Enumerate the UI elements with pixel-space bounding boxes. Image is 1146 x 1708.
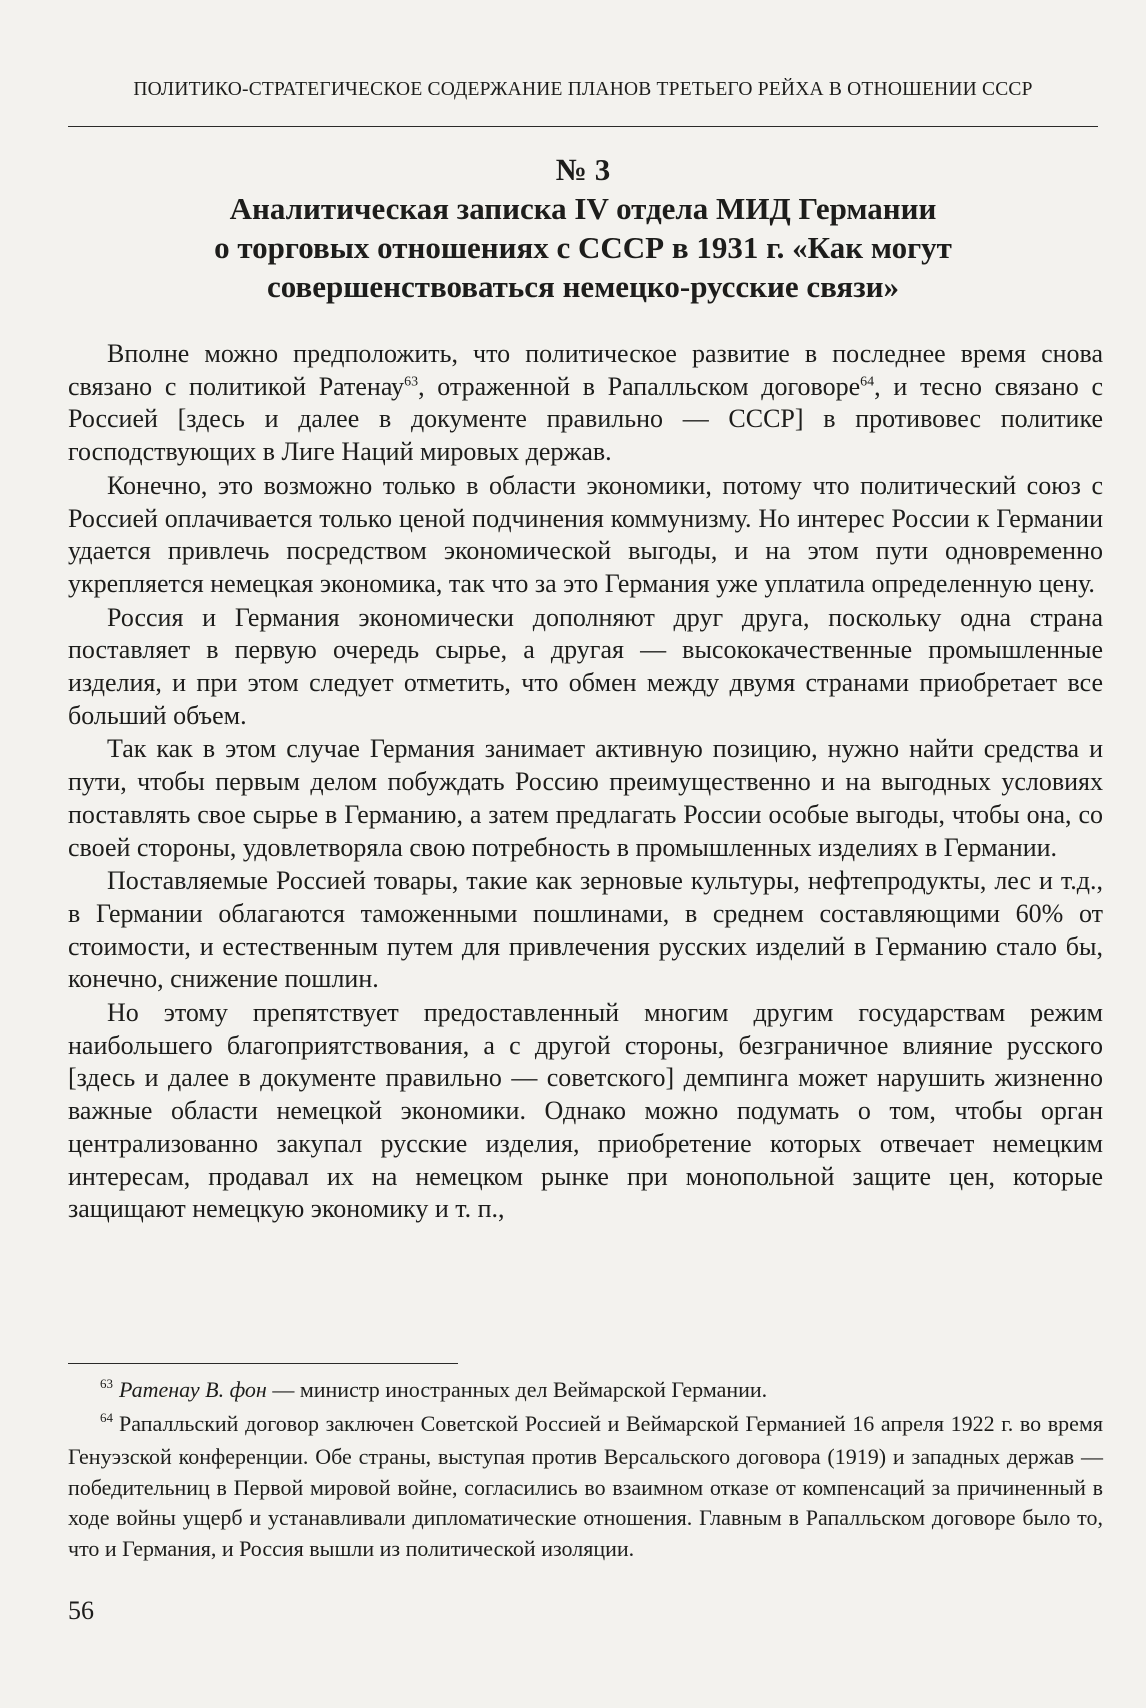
footnote-64: [68, 1409, 1103, 1565]
footnote-person-name: Ратенау В. фон: [119, 1377, 267, 1402]
header-divider: [68, 126, 1098, 127]
footnote-text: Рапалльский договор заключен Советской Россией и Веймарской Германией 16 апреля 1922 г. во время Генуэзской конференции. Обе страны, выступая против Версальского договора (1919) и западных держав — победительниц в Первой мировой войне, согласились во взаимном отказе от компенсаций за причиненный в ходе войны ущерб и устанавливали дипломатические отношения. Главным в Рапалльском договоре было то, что и Германия, и Россия вышли из политической изоляции.: [68, 1410, 1103, 1561]
document-title-line-3: совершенствоваться немецко-русские связи»: [266, 269, 900, 304]
footnote-marker: 64: [100, 1409, 113, 1425]
footnote-63: [68, 1375, 1103, 1409]
paragraph-4: Так как в этом случае Германия занимает активную позицию, нужно найти средства и пути, чтобы первым делом побуждать Россию преимущественно и на выгодных условиях поставлять свое сырье в Германию, а затем предлагать России особые выгоды, чтобы она, со своей стороны, удовлетворяла свою потребность в промышленных изделиях в Германии.: [68, 734, 1103, 862]
document-number: № 3: [555, 152, 611, 187]
page-number: 56: [68, 1596, 94, 1625]
body-text: [68, 338, 1103, 1227]
footnote-text: — министр иностранных дел Веймарской Германии.: [266, 1377, 768, 1402]
paragraph-1-part-a: Вполне можно предположить, что политическое развитие в последнее время снова связано с политикой Ратенау: [68, 339, 1103, 401]
paragraph-2: Конечно, это возможно только в области экономики, потому что политический союз с Россией оплачивается только ценой подчинения коммунизму. Но интерес России к Германии удается привлечь посредством экономической выгоды, и на этом пути одновременно укрепляется немецкая экономика, так что за это Германия уже уплатила определенную цену.: [68, 470, 1103, 598]
paragraph-3: Россия и Германия экономически дополняют друг друга, поскольку одна страна поставляет в первую очередь сырье, а другая — высококачественные промышленные изделия, и при этом следует отметить, что обмен между двумя странами приобретает все больший объем.: [68, 602, 1103, 730]
footnote-ref-63[interactable]: 63: [404, 374, 419, 390]
footnote-ref-64[interactable]: 64: [860, 374, 875, 390]
paragraph-5: Поставляемые Россией товары, такие как зерновые культуры, нефтепродукты, лес и т.д., в Германии облагаются таможенными пошлинами, в среднем составляющими 60% от стоимости, и естественным путем для привлечения русских изделий в Германию стало бы, конечно, снижение пошлин.: [68, 866, 1103, 994]
paragraph-1-part-c: , и тесно связано с Россией [здесь и далее в документе правильно — СССР] в противовес политике господствующих в Лиге Наций мировых держав.: [68, 371, 1103, 467]
footnote-marker: 63: [100, 1376, 113, 1391]
paragraph-1-part-b: , отраженной в Рапалльском договоре: [418, 371, 861, 401]
document-title-line-1: Аналитическая записка IV отдела МИД Германии: [229, 191, 937, 226]
paragraph-1: [68, 338, 1103, 469]
footnote-divider: [68, 1363, 458, 1364]
document-heading: [68, 150, 1098, 306]
paragraph-6: Но этому препятствует предоставленный многим другим государствам режим наибольшего благоприятствования, а с другой стороны, безграничное влияние русского [здесь и далее в документе правильно — советского] демпинга может нарушить жизненно важные области немецкой экономики. Однако можно подумать о том, чтобы орган централизованно закупал русские изделия, приобретение которых отвечает немецким интересам, продавал их на немецком рынке при монопольной защите цен, которые защищают немецкую экономику и т. п.,: [68, 998, 1103, 1224]
footnotes: [68, 1375, 1103, 1564]
document-title-line-2: о торговых отношениях с СССР в 1931 г. «Как могут: [214, 230, 952, 265]
running-header: ПОЛИТИКО-СТРАТЕГИЧЕСКОЕ СОДЕРЖАНИЕ ПЛАНОВ ТРЕТЬЕГО РЕЙХА В ОТНОШЕНИИ СССР: [133, 79, 1033, 100]
